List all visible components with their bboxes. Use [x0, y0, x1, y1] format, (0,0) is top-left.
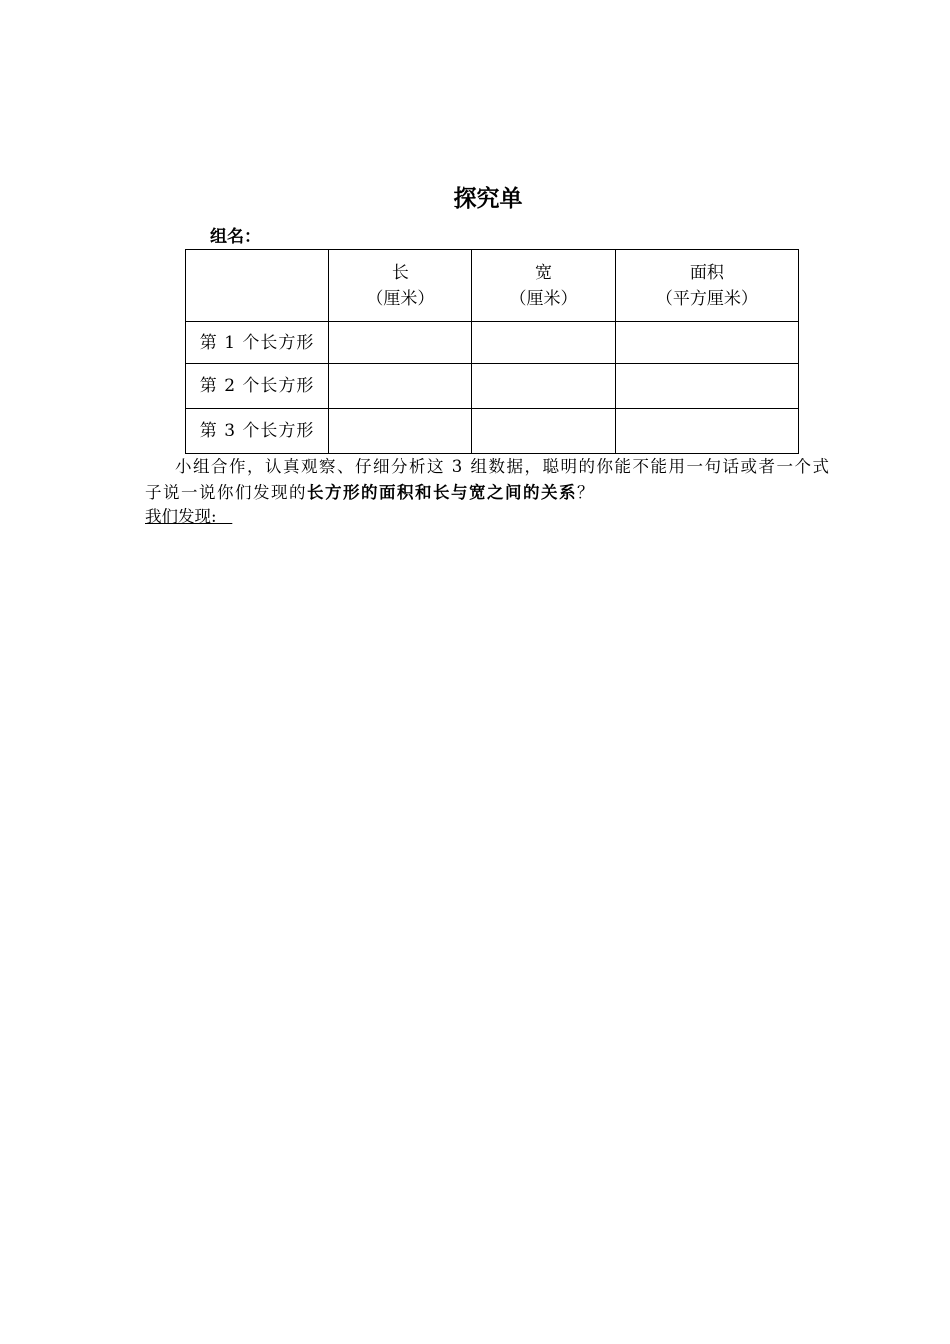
header-length-label: 长 [391, 262, 409, 283]
group-name-label: 组名： [210, 227, 261, 247]
finding-label[interactable]: 我们发现: [145, 507, 233, 526]
header-area-unit: （平方厘米） [655, 288, 758, 309]
row-label: 第 3 个长方形 [186, 409, 329, 454]
header-width [472, 250, 615, 322]
length-cell[interactable] [329, 409, 472, 454]
row-label: 第 1 个长方形 [186, 322, 329, 364]
length-cell[interactable] [329, 322, 472, 364]
header-width-unit: （厘米） [509, 288, 578, 309]
table-header-row [186, 250, 799, 322]
exploration-table [185, 249, 799, 454]
table-row [186, 409, 799, 454]
area-cell[interactable] [615, 364, 798, 409]
header-area [615, 250, 798, 322]
header-area-label: 面积 [689, 262, 724, 283]
instruction-paragraph [145, 454, 845, 506]
row-label: 第 2 个长方形 [186, 364, 329, 409]
width-cell[interactable] [472, 364, 615, 409]
page-title: 探究单 [453, 186, 523, 212]
width-cell[interactable] [472, 409, 615, 454]
table-row [186, 322, 799, 364]
header-empty-cell [186, 250, 329, 322]
instruction-text: 小组合作，认真观察、仔细分析这 3 组数据，聪明的你能不能用一句话或者一个式子说一说你们发现的 [145, 457, 831, 502]
header-width-label: 宽 [535, 262, 553, 283]
instruction-emphasis: 长方形的面积和长与宽之间的关系 [307, 483, 577, 502]
area-cell[interactable] [615, 409, 798, 454]
area-cell[interactable] [615, 322, 798, 364]
instruction-end: ？ [577, 483, 595, 502]
header-length [329, 250, 472, 322]
header-length-unit: （厘米） [366, 288, 435, 309]
width-cell[interactable] [472, 322, 615, 364]
table-row [186, 364, 799, 409]
length-cell[interactable] [329, 364, 472, 409]
